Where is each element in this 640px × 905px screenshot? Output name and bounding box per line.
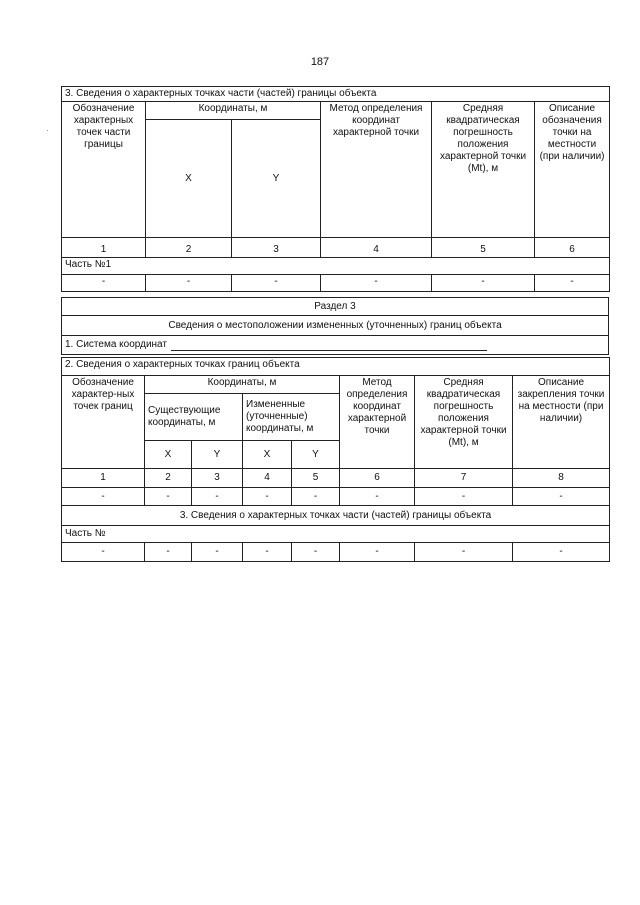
table1-colnum: 3 [232, 238, 321, 258]
table-cell: - [513, 543, 610, 562]
table2-header-error: Средняя квадратическая погрешность положения характерной точки (Mt), м [415, 376, 513, 469]
table-cell: - [146, 275, 232, 292]
table-part-points-1 [61, 86, 610, 292]
table-cell: - [145, 543, 192, 562]
table-cell: - [192, 488, 243, 506]
table-cell: - [321, 275, 432, 292]
table-cell: - [62, 275, 146, 292]
table2-colnum: 2 [145, 469, 192, 488]
table2-header-designation: Обозначение характер-ных точек границ [62, 376, 145, 469]
coord-system-blank [171, 340, 487, 351]
table1-part-label: Часть №1 [62, 258, 610, 275]
table-cell: - [535, 275, 610, 292]
table1-colnum: 5 [432, 238, 535, 258]
table-cell: - [243, 488, 292, 506]
table-cell: - [62, 543, 145, 562]
table-cell: - [415, 488, 513, 506]
table-cell: - [62, 488, 145, 506]
table3-title: 3. Сведения о характерных точках части (частей) границы объекта [62, 506, 610, 526]
table-boundary-points [61, 357, 610, 562]
table2-header-y: Y [192, 441, 243, 469]
section3-subtitle: Сведения о местоположении измененных (уточненных) границ объекта [62, 316, 609, 336]
table1-colnum: 6 [535, 238, 610, 258]
table-cell: - [292, 488, 340, 506]
table-cell: - [232, 275, 321, 292]
table2-colnum: 8 [513, 469, 610, 488]
table2-header-x: X [243, 441, 292, 469]
table2-header-y: Y [292, 441, 340, 469]
table2-colnum: 3 [192, 469, 243, 488]
table2-title: 2. Сведения о характерных точках границ объекта [62, 358, 610, 376]
table2-colnum: 6 [340, 469, 415, 488]
table-cell: - [192, 543, 243, 562]
table-cell: - [292, 543, 340, 562]
table-cell: - [340, 543, 415, 562]
section3-title: Раздел 3 [62, 298, 609, 316]
table2-header-x: X [145, 441, 192, 469]
table-cell: - [243, 543, 292, 562]
table-cell: - [145, 488, 192, 506]
table2-header-existing: Существующие координаты, м [145, 394, 243, 441]
table2-colnum: 5 [292, 469, 340, 488]
table1-colnum: 2 [146, 238, 232, 258]
table-cell: - [432, 275, 535, 292]
coord-system-row [62, 336, 609, 355]
table3-part-label: Часть № [62, 526, 610, 543]
table2-colnum: 1 [62, 469, 145, 488]
table2-header-changed: Измененные (уточненные) координаты, м [243, 394, 340, 441]
table1-title: 3. Сведения о характерных точках части (частей) границы объекта [62, 87, 610, 102]
table-cell: - [340, 488, 415, 506]
table2-colnum: 4 [243, 469, 292, 488]
table1-colnum: 1 [62, 238, 146, 258]
table1-header-designation: Обозначение характерных точек части границы [62, 102, 146, 238]
table1-header-x: X [146, 120, 232, 238]
table1-header-method: Метод определения координат характерной точки [321, 102, 432, 238]
table2-header-coords: Координаты, м [145, 376, 340, 394]
page-number: 187 [310, 56, 330, 68]
table2-colnum: 7 [415, 469, 513, 488]
table2-header-desc: Описание закрепления точки на местности (при наличии) [513, 376, 610, 469]
table-cell: - [513, 488, 610, 506]
table1-header-error: Средняя квадратическая погрешность положения характерной точки (Mt), м [432, 102, 535, 238]
section3-header [61, 297, 609, 355]
coord-system-label: 1. Система координат [65, 339, 167, 350]
table1-header-y: Y [232, 120, 321, 238]
table1-header-desc: Описание обозначения точки на местности (при наличии) [535, 102, 610, 238]
table-cell: - [415, 543, 513, 562]
table2-header-method: Метод определения координат характерной точки [340, 376, 415, 469]
table1-colnum: 4 [321, 238, 432, 258]
table1-header-coords: Координаты, м [146, 102, 321, 120]
margin-mark: · [46, 126, 49, 135]
